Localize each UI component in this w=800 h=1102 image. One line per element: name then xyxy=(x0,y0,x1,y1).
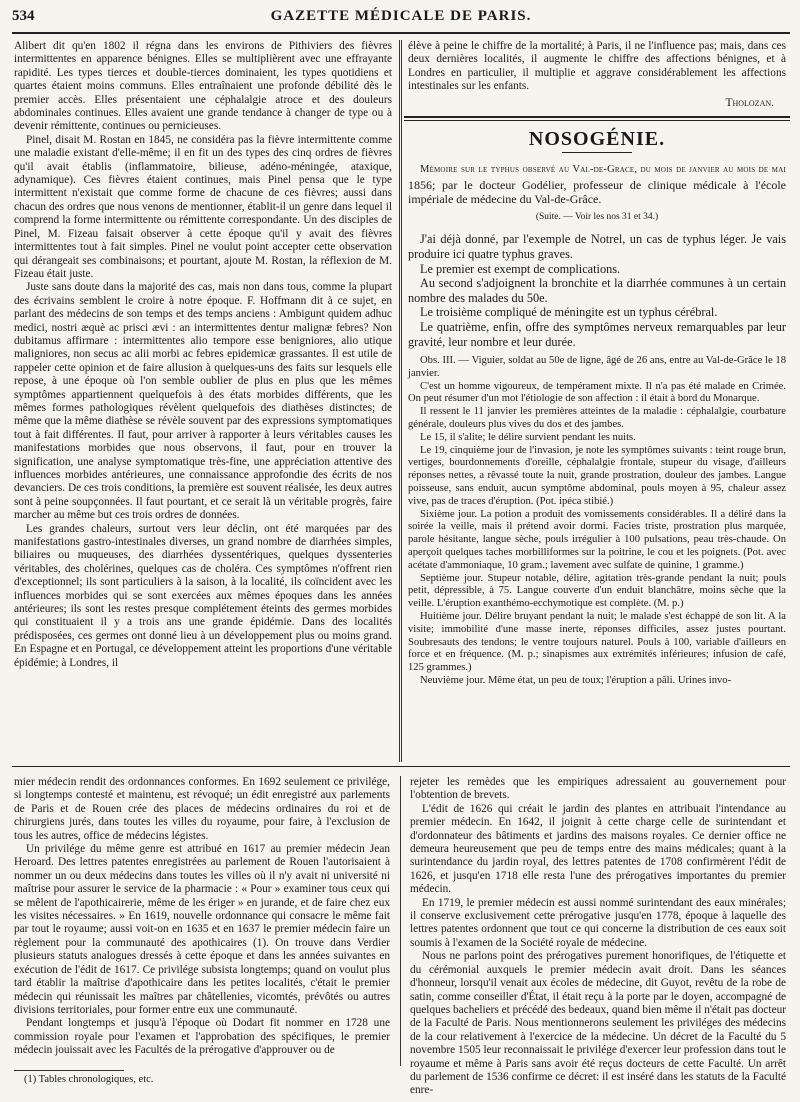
intro-paragraph: J'ai déjà donné, par l'exemple de Notrel, un cas de typhus léger. Je vais produire ici quatre typhus graves. xyxy=(408,232,786,261)
intro-paragraph: Le troisième compliqué de méningite est un typhus cérébral. xyxy=(420,305,718,320)
column-divider xyxy=(400,776,401,1066)
bottom-left-column xyxy=(14,776,390,1076)
paragraph: Nous ne parlons point des prérogatives purement honorifiques, de l'étiquette et du cérémonial auxquels le premier médecin avait droit. Dans les séances d'honneur, lorsqu'il venait aux écoles de médecine, dit Guyot, revêtu de la robe de satin, comme conseiller d'État, il était reçu à la porte par le doyen, accompagné de quelques bacheliers et précédé des bedeaux, quand bien même il n'était pas docteur de la Faculté de Paris. Nous mentionnerons seulement les priviléges des médecins de la cour relativement à l'exercice de la médecine. Un décret de la Faculté du 5 novembre 1505 leur reconnaissait le privilége d'exercer leur profession dans tout le royaume et même à Paris sans avoir été reçus docteurs de cette Faculté. Un arrêt du parlement de 1536 confirme ce décret: il est inséré dans les statuts de la Faculté enre- xyxy=(410,950,786,1097)
memoir-title xyxy=(408,161,786,207)
section-rule xyxy=(404,116,790,118)
memoir-title-rest: 1856; par le docteur Godélier, professeur de clinique médicale à l'école impériale de médecine du Val-de-Grâce. xyxy=(408,177,786,207)
observation-paragraph: Huitième jour. Délire bruyant pendant la nuit; le malade s'est échappé de son lit. A la visite; immobilité d'une masse inerte, réponses difficiles, assez justes pourtant. Soubresauts des tendons; le ventre toujours naturel. Pouls à 100, variable d'ailleurs en force et en fréquence. (M. p.; sinapismes aux extrémités inférieures; infusion de café, 125 grammes.) xyxy=(408,611,786,674)
footnote-rule xyxy=(14,1070,124,1071)
paragraph: Les grandes chaleurs, surtout vers leur déclin, ont été marquées par des manifestations gastro-intestinales diverses, un grand nombre de diarrhées simples, biliaires ou muqueuses, des diarrhées dyssentériques, quelques dyssenteries véritables, des cholérines, quelques cas de choléra. Ces symptômes n'offrent rien d'exceptionnel; ils sont particuliers à la saison, à la localité, ils coïncident avec les influences morbides qui se sont exercées aux mêmes époques dans les années antérieures; ils sont les restes presque complétement éteints des germes morbides qui constituaient il y a trois ans une grande épidémie. Dans des localités prédisposées, ces germes ont donné lieu à un développement plus ou moins grand. En Espagne et en Portugal, ce développement atteint les proportions d'une véritable épidémie; à Londres, il xyxy=(14,522,392,669)
paragraph: Pendant longtemps et jusqu'à l'époque où Dodart fit nommer en 1728 une commission royale pour l'examen et l'approbation des spécifiques, le premier médecin jouissait avec les Facultés de la prérogative d'approuver ou de xyxy=(14,1017,390,1057)
paragraph: Pinel, disait M. Rostan en 1845, ne considéra pas la fièvre intermittente comme une maladie existant d'elle-même; il en fit un des types des cinq ordres de fièvres qu'il avait établis (inflammatoire, bilieuse, adéno-méningée, ataxique, adynamique). Ces fièvres étaient continues, mais Pinel pensa que le type intermittent n'existait que comme forme de chacune de ces fièvres; aussi dans chacun des ordres que nous venons de mentionner, établit-il un genre dans lequel il comprend la forme intermittente ou rémittente correspondante. Un des disciples de Pinel, M. Fizeau faisait observer à cette époque qu'il y avait des fièvres intermittentes tout à fait simples. Pinel ne voulut point accepter cette observation qui dérangeait ses combinaisons; et pourtant, ajoute M. Rostan, la réflexion de M. Fizeau était juste. xyxy=(14,133,392,280)
left-column xyxy=(14,40,392,762)
paragraph: L'édit de 1626 qui créait le jardin des plantes en attribuait l'intendance au premier médecin. En 1642, il joignit à cette charge celle de surintendant et d'ordonnateur des bâtiments et jardins des maisons royales. Ce dernier office ne demeura heureusement que peu de temps entre des mains médicales; quant à la surintendance du jardin royal, des lettres patentes de 1708 confirmèrent l'édit de 1626, et jusqu'en 1718 elle resta l'une des prérogatives importantes du premier médecin. xyxy=(410,802,786,896)
right-column xyxy=(408,40,786,762)
column-divider xyxy=(401,40,402,762)
footnote: (1) Tables chronologiques, etc. xyxy=(24,1074,154,1085)
header-rule xyxy=(12,32,790,34)
section-rule xyxy=(404,120,790,121)
column-divider xyxy=(399,40,400,762)
observation-paragraph: Septième jour. Stupeur notable, délire, agitation très-grande pendant la nuit; pouls petit, dépressible, à 75. Langue couverte d'un enduit blanchâtre, moins sèche que la veille. L'éruption exanthémo-ecchymotique est complète. (M. p.) xyxy=(408,572,786,610)
journal-title: GAZETTE MÉDICALE DE PARIS. xyxy=(270,8,532,24)
observation-paragraph: Sixième jour. La potion a produit des vomissements considérables. Il a déliré dans la soirée la veille, mais il prétend avoir dormi. Facies triste, prostration plus marquée, parole hésitante, langue sèche, pouls irrégulier à 100 pulsations, peau très-chaude. On aperçoit quelques taches morbilliformes sur la poitrine, le cou et les poignets. (Pot. avec acétate d'ammoniaque, 10 gram.; lavement avec sulfate de quinine, 1 gramme.) xyxy=(408,508,786,571)
observation-block xyxy=(408,355,786,688)
page-number: 534 xyxy=(12,8,35,24)
paragraph: rejeter les remèdes que les empiriques adressaient au gouvernement pour l'obtention de brevets. xyxy=(410,776,786,802)
observation-paragraph: Neuvième jour. Même état, un peu de toux; l'éruption a pâli. Urines invo- xyxy=(420,675,732,687)
continuation-paragraph: élève à peine le chiffre de la mortalité; à Paris, il ne l'influence pas; mais, dans ces deux dernières localités, il augmente le chiffre des affections bénignes, et à Londres en particulier, il multiplie et aggrave considérablement les affections intestinales sur les enfants. xyxy=(408,40,786,93)
suite-note: (Suite. — Voir les nos 31 et 34.) xyxy=(535,211,659,222)
paragraph: Alibert dit qu'en 1802 il régna dans les environs de Pithiviers des fièvres intermittentes en apparence bénignes. Elles se multiplièrent avec une effrayante rapidité. Les types tierces et double-tierces dominaient, les types quotidiens et quartes étaient moins communs. Elles entraînaient une profonde débilité dès le premier accès. Elles présentaient une céphalalgie atroce et des douleurs abdominales continues. Elles avaient une grande tendance à changer de type ou à devenir rémittente, continues ou pernicieuses. xyxy=(14,40,392,133)
memoir-title-caps: Mémoire sur le typhus observé au Val-de-Grace, du mois de janvier au mois de mai xyxy=(420,164,786,176)
paragraph: Un privilége du même genre est attribué en 1617 au premier médecin Jean Heroard. Des lettres patentes enregistrées au parlement de Rouen l'autorisaient à nommer un ou deux médecins dans toutes les villes où il n'y avait ni université ni maîtrise pour assurer le service de la pharmacie : « Pour » examiner tous ceux qui se mêlent de l'apothicairerie, même de les ériger » en jurande, et de faire chez eux les visites nécessaires. » En 1619, nouvelle ordonnance qui consacre le même fait par tout le royaume; aussi voit-on en 1635 et en 1637 le premier médecin faire un règlement pour la communauté des apothicaires (1). On trouve dans Verdier plusieurs statuts analogues dressés à cette époque et dans les années suivantes en exécution de l'édit de 1617. Ce privilége subsista longtemps; quand on voulut plus tard établir la maîtrise d'apothicaire dans les petites localités, c'était le premier médecin qui réunissait les maîtres par châtellenies, vicomtés, prévôtés ou autres divisions territoriales, pour former entre eux une communauté. xyxy=(14,843,390,1016)
observation-paragraph: C'est un homme vigoureux, de tempérament mixte. Il n'a pas été malade en Crimée. On peut résumer d'un mot l'étiologie de son affection : il était à bord du Monarque. xyxy=(408,380,786,405)
intro-block xyxy=(408,232,786,349)
observation-paragraph: Le 15, il s'alite; le délire survient pendant les nuits. xyxy=(420,431,636,443)
bottom-right-column xyxy=(410,776,786,1097)
intro-paragraph: Le quatrième, enfin, offre des symptômes nerveux remarquables par leur gravité, leur nombre et leur durée. xyxy=(408,319,786,349)
observation-paragraph: Obs. III. — Viguier, soldat au 50e de ligne, âgé de 26 ans, entre au Val-de-Grâce le 18 janvier. xyxy=(408,355,786,379)
intro-paragraph: Le premier est exempt de complications. xyxy=(420,261,621,276)
author-signature: Tholozan. xyxy=(725,96,774,109)
paragraph: En 1719, le premier médecin est aussi nommé surintendant des eaux minérales; il conserve exclusivement cette prérogative jusqu'en 1778, époque à laquelle des lettres patentes ordonnent que tout ce qui concerne la distribution de ces eaux soit soumis à l'examen de la Société royale de médecine. xyxy=(410,896,786,949)
paragraph: mier médecin rendit des ordonnances conformes. En 1692 seulement ce privilége, si longtemps contesté et maintenu, est révoqué; un édit enregistré aux parlements de Paris et de Rouen crée des places de médecins ordinaires du roi et de chirurgiens jurés, dans toutes les villes du royaume, pour faire, à l'exclusion de tous les autres, office de médecins légistes. xyxy=(14,776,390,842)
paragraph: Juste sans doute dans la majorité des cas, mais non dans tous, comme la plupart des écrivains semblent le croire à notre époque. F. Hoffmann dit à ce sujet, en parlant des médecins de son temps et des temps anciens : Ambigunt quidem adhuc medici, nostri æquè ac prisci ævi : an intermittentes dentur malignæ febres? Non dubitamus affirmare : intermittentes alio tempore esse benigniores, alio utique maligniores, non secus ac alii morbi ac febres epidemicæ grassantes. Il est utile de rappeler cette opinion et de faire allusion à quelques-uns des faits sur lesquels elle repose, à une époque où l'on semble oublier de plus en plus que les mêmes symptômes appartiennent quelquefois à des états morbides différents, que les mêmes formes pathologiques révèlent quelquefois des diathèses distinctes; de même que la même diathèse se révèle souvent par des expressions symptomatiques tout à fait différentes. Il faut, pour arriver à rapporter à leurs véritables causes les manifestations morbides que nous observons, il faut, pour en trouver la signification, une analyse symptomatique très-fine, une appréciation attentive des influences morbides antérieures, une connaissance approfondie des écrits de nos devanciers. De ces trois conditions, la première est souvent réalisée, les deux autres sont à peine soupçonnées. Il faut pourtant, et ce serait là un véritable progrès, faire marcher au même but ces trois ordres de données. xyxy=(14,281,392,522)
section-title: NOSOGÉNIE. xyxy=(528,128,666,151)
intro-paragraph: Au second s'adjoignent la bronchite et la diarrhée communes à un certain nombre des malades du 50e. xyxy=(408,276,786,305)
title-underline xyxy=(562,152,632,153)
feuilleton-rule xyxy=(12,766,790,767)
observation-paragraph: Il ressent le 11 janvier les premières atteintes de la maladie : céphalalgie, courbature générale, douleurs plus vives du dos et des jambes. xyxy=(408,406,786,431)
running-header xyxy=(12,6,790,32)
observation-paragraph: Le 19, cinquième jour de l'invasion, je note les symptômes suivants : teint rouge brun, vertiges, bourdonnements d'oreille, céphalalgie frontale, stupeur du visage, d'ailleurs réponses nettes, a rêvassé toute la nuit, grande prostration, douleur des jambes. Langue poisseuse, sans enduit, aucun symptôme abdominal, pouls moyen à 95, chaleur assez vive, pas de traces d'éruption. (Pot. ipéca stibié.) xyxy=(408,444,786,507)
